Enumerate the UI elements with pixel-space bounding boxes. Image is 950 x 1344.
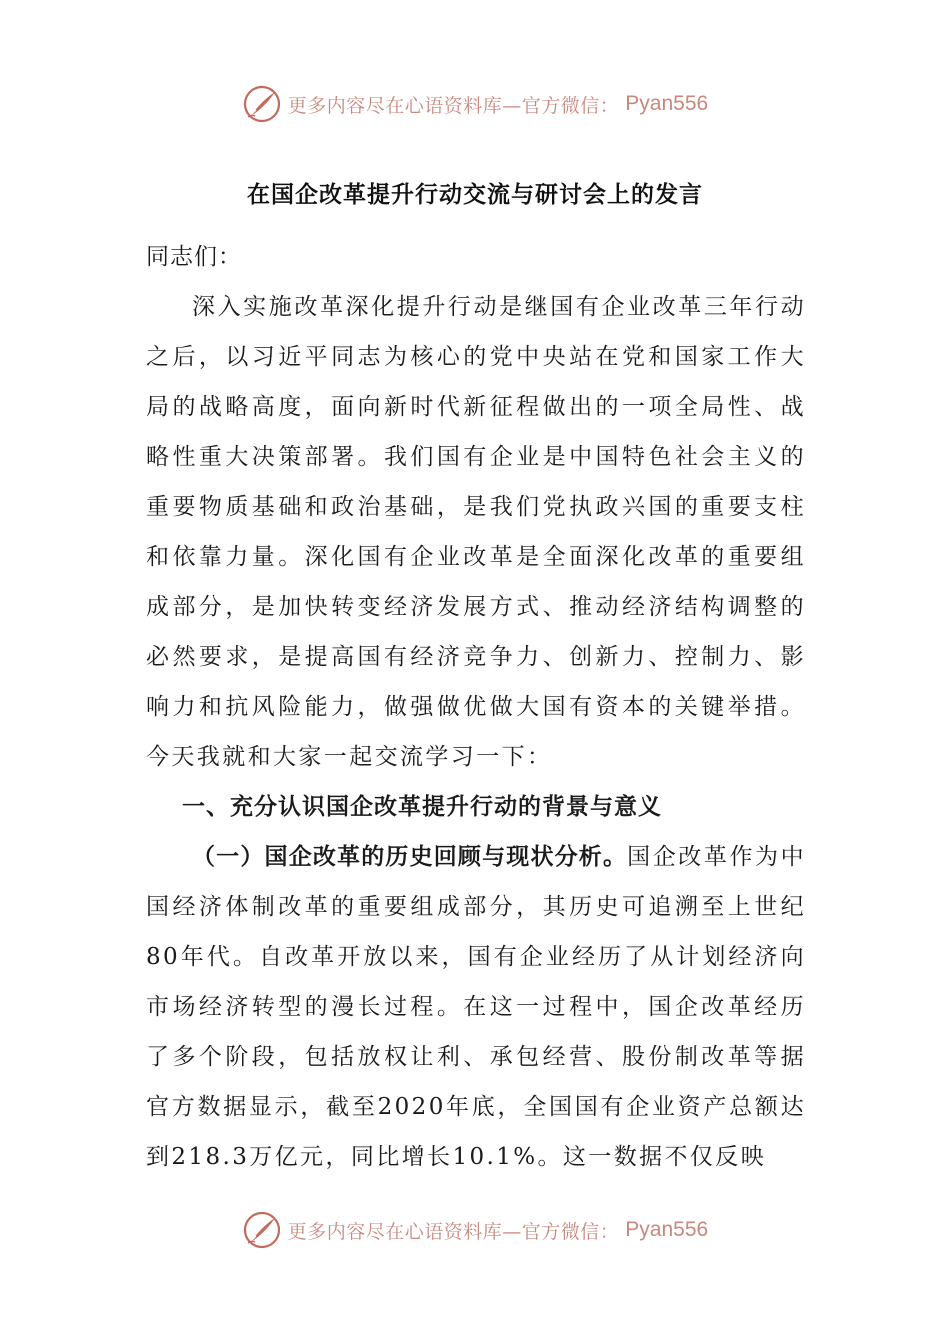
subsection-heading-1: （一）国企改革的历史回顾与现状分析。 <box>192 844 628 870</box>
section-heading-1: 一、充分认识国企改革提升行动的背景与意义 <box>182 794 662 820</box>
watermark-text: 更多内容尽在心语资料库—官方微信： <box>287 1220 620 1243</box>
watermark-wechat-id: Pyan556 <box>625 92 709 115</box>
watermark-top <box>0 82 950 126</box>
document-body <box>146 232 806 1182</box>
salutation: 同志们： <box>146 244 242 270</box>
subsection-text-1: 国企改革作为中国经济体制改革的重要组成部分，其历史可追溯至上世纪80年代。自改革开放以来，国有企业经历了从计划经济向市场经济转型的漫长过程。在这一过程中，国企改革经历了多个阶段，包括放权让利、承包经营、股份制改革等据官方数据显示，截至2020年底，全国国有企业资产总额达到218.3万亿元，同比增长10.1%。这一数据不仅反映 <box>146 844 806 1170</box>
paragraph-history <box>146 832 806 1182</box>
watermark-text: 更多内容尽在心语资料库—官方微信： <box>287 94 620 117</box>
document-title: 在国企改革提升行动交流与研讨会上的发言 <box>247 182 703 208</box>
watermark-bottom <box>0 1208 950 1252</box>
quill-pen-icon <box>242 84 282 124</box>
quill-pen-icon <box>242 1210 282 1250</box>
paragraph-intro: 深入实施改革深化提升行动是继国有企业改革三年行动之后，以习近平同志为核心的党中央站在党和国家工作大局的战略高度，面向新时代新征程做出的一项全局性、战略性重大决策部署。我们国有企业是中国特色社会主义的重要物质基础和政治基础，是我们党执政兴国的重要支柱和依靠力量。深化国有企业改革是全面深化改革的重要组成部分，是加快转变经济发展方式、推动经济结构调整的必然要求，是提高国有经济竞争力、创新力、控制力、影响力和抗风险能力，做强做优做大国有资本的关键举措。今天我就和大家一起交流学习一下： <box>146 294 806 770</box>
watermark-wechat-id: Pyan556 <box>625 1218 709 1241</box>
